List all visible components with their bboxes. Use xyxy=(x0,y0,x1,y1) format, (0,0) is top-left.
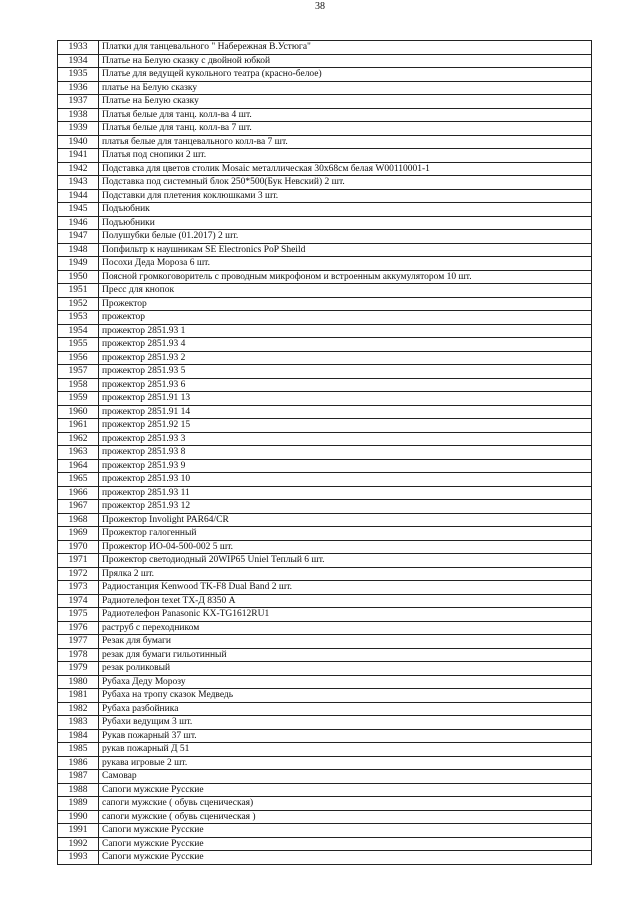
item-name: прожектор 2851.92 15 xyxy=(99,419,592,433)
table-row xyxy=(58,648,592,662)
row-number: 1953 xyxy=(58,311,99,325)
row-number: 1956 xyxy=(58,351,99,365)
row-number: 1967 xyxy=(58,500,99,514)
item-name: прожектор 2851.91 13 xyxy=(99,392,592,406)
row-number: 1990 xyxy=(58,810,99,824)
table-row xyxy=(58,716,592,730)
item-name: Сапоги мужские Русские xyxy=(99,851,592,865)
item-name: Самовар xyxy=(99,770,592,784)
item-name: Прожектор xyxy=(99,297,592,311)
inventory-table-body xyxy=(58,41,592,865)
item-name: Прялка 2 шт. xyxy=(99,567,592,581)
item-name: Платье на Белую сказку с двойной юбкой xyxy=(99,54,592,68)
item-name: прожектор 2851.91 14 xyxy=(99,405,592,419)
table-row xyxy=(58,135,592,149)
table-row xyxy=(58,311,592,325)
item-name: Рукав пожарный 37 шт. xyxy=(99,729,592,743)
item-name: Радиотелефон Panasonic KX-TG1612RU1 xyxy=(99,608,592,622)
table-row xyxy=(58,243,592,257)
row-number: 1962 xyxy=(58,432,99,446)
table-row xyxy=(58,392,592,406)
row-number: 1965 xyxy=(58,473,99,487)
item-name: Прожектор Involight PAR64/CR xyxy=(99,513,592,527)
row-number: 1945 xyxy=(58,203,99,217)
item-name: Платки для танцевального " Набережная В.Устюга" xyxy=(99,41,592,55)
table-row xyxy=(58,459,592,473)
table-row xyxy=(58,756,592,770)
row-number: 1977 xyxy=(58,635,99,649)
item-name: Рубаха Деду Морозу xyxy=(99,675,592,689)
row-number: 1992 xyxy=(58,837,99,851)
item-name: раструб с переходником xyxy=(99,621,592,635)
item-name: прожектор 2851.93 1 xyxy=(99,324,592,338)
row-number: 1963 xyxy=(58,446,99,460)
table-row xyxy=(58,270,592,284)
row-number: 1989 xyxy=(58,797,99,811)
row-number: 1987 xyxy=(58,770,99,784)
row-number: 1934 xyxy=(58,54,99,68)
table-row xyxy=(58,473,592,487)
item-name: Прожектор светодиодный 20WIP65 Uniel Теплый 6 шт. xyxy=(99,554,592,568)
item-name: прожектор 2851.93 4 xyxy=(99,338,592,352)
table-row xyxy=(58,540,592,554)
row-number: 1986 xyxy=(58,756,99,770)
row-number: 1982 xyxy=(58,702,99,716)
table-row xyxy=(58,189,592,203)
row-number: 1980 xyxy=(58,675,99,689)
table-row xyxy=(58,783,592,797)
table-row xyxy=(58,162,592,176)
table-row xyxy=(58,176,592,190)
table-row xyxy=(58,324,592,338)
table-row xyxy=(58,581,592,595)
row-number: 1946 xyxy=(58,216,99,230)
row-number: 1955 xyxy=(58,338,99,352)
row-number: 1961 xyxy=(58,419,99,433)
table-row xyxy=(58,635,592,649)
table-row xyxy=(58,729,592,743)
table-row xyxy=(58,338,592,352)
table-row xyxy=(58,297,592,311)
table-row xyxy=(58,770,592,784)
item-name: рукав пожарный Д 51 xyxy=(99,743,592,757)
item-name: Сапоги мужские Русские xyxy=(99,824,592,838)
item-name: Подставки для плетения коклюшками 3 шт. xyxy=(99,189,592,203)
row-number: 1983 xyxy=(58,716,99,730)
item-name: Сапоги мужские Русские xyxy=(99,783,592,797)
item-name: прожектор 2851.93 11 xyxy=(99,486,592,500)
table-row xyxy=(58,500,592,514)
table-row xyxy=(58,68,592,82)
item-name: Пресс для кнопок xyxy=(99,284,592,298)
table-row xyxy=(58,284,592,298)
table-row xyxy=(58,203,592,217)
table-row xyxy=(58,824,592,838)
item-name: Попфильтр к наушникам SE Electronics PoP Sheild xyxy=(99,243,592,257)
item-name: Прожектор ИО-04-500-002 5 шт. xyxy=(99,540,592,554)
table-row xyxy=(58,95,592,109)
item-name: прожектор 2851.93 2 xyxy=(99,351,592,365)
inventory-table xyxy=(57,40,592,865)
table-row xyxy=(58,608,592,622)
item-name: платье на Белую сказку xyxy=(99,81,592,95)
row-number: 1993 xyxy=(58,851,99,865)
table-row xyxy=(58,702,592,716)
table-row xyxy=(58,851,592,865)
row-number: 1949 xyxy=(58,257,99,271)
item-name: Платье на Белую сказку xyxy=(99,95,592,109)
row-number: 1985 xyxy=(58,743,99,757)
table-row xyxy=(58,351,592,365)
item-name: сапоги мужские ( обувь сценическая) xyxy=(99,797,592,811)
item-name: Поясной громкоговоритель с проводным микрофоном и встроенным аккумулятором 10 шт. xyxy=(99,270,592,284)
item-name: Платья белые для танц. колл-ва 4 шт. xyxy=(99,108,592,122)
item-name: сапоги мужские ( обувь сценическая ) xyxy=(99,810,592,824)
row-number: 1944 xyxy=(58,189,99,203)
row-number: 1972 xyxy=(58,567,99,581)
row-number: 1974 xyxy=(58,594,99,608)
table-row xyxy=(58,810,592,824)
row-number: 1941 xyxy=(58,149,99,163)
item-name: Сапоги мужские Русские xyxy=(99,837,592,851)
item-name: Подъюбник xyxy=(99,203,592,217)
item-name: Рубахи ведущим 3 шт. xyxy=(99,716,592,730)
row-number: 1942 xyxy=(58,162,99,176)
item-name: Посохи Деда Мороза 6 шт. xyxy=(99,257,592,271)
item-name: прожектор 2851.93 5 xyxy=(99,365,592,379)
row-number: 1959 xyxy=(58,392,99,406)
table-row xyxy=(58,513,592,527)
row-number: 1970 xyxy=(58,540,99,554)
item-name: прожектор 2851.93 10 xyxy=(99,473,592,487)
row-number: 1957 xyxy=(58,365,99,379)
table-row xyxy=(58,230,592,244)
row-number: 1933 xyxy=(58,41,99,55)
table-row xyxy=(58,567,592,581)
table-row xyxy=(58,527,592,541)
table-row xyxy=(58,405,592,419)
row-number: 1981 xyxy=(58,689,99,703)
item-name: Подставка для цветов столик Mosaic металлическая 30x68см белая W00110001-1 xyxy=(99,162,592,176)
item-name: Полушубки белые (01.2017) 2 шт. xyxy=(99,230,592,244)
row-number: 1975 xyxy=(58,608,99,622)
table-row xyxy=(58,149,592,163)
row-number: 1951 xyxy=(58,284,99,298)
item-name: Радиостанция Kenwood TK-F8 Dual Band 2 шт. xyxy=(99,581,592,595)
row-number: 1937 xyxy=(58,95,99,109)
table-row xyxy=(58,743,592,757)
page-number: 38 xyxy=(315,1,325,12)
table-row xyxy=(58,81,592,95)
item-name: Платья белые для танц. колл-ва 7 шт. xyxy=(99,122,592,136)
item-name: прожектор xyxy=(99,311,592,325)
item-name: прожектор 2851.93 12 xyxy=(99,500,592,514)
row-number: 1938 xyxy=(58,108,99,122)
item-name: прожектор 2851.93 3 xyxy=(99,432,592,446)
table-row xyxy=(58,486,592,500)
table-row xyxy=(58,797,592,811)
row-number: 1991 xyxy=(58,824,99,838)
row-number: 1984 xyxy=(58,729,99,743)
item-name: Платья под снопики 2 шт. xyxy=(99,149,592,163)
row-number: 1976 xyxy=(58,621,99,635)
table-row xyxy=(58,446,592,460)
row-number: 1950 xyxy=(58,270,99,284)
table-row xyxy=(58,122,592,136)
row-number: 1968 xyxy=(58,513,99,527)
item-name: Подставка под системный блок 250*500(Бук Невский) 2 шт. xyxy=(99,176,592,190)
table-row xyxy=(58,689,592,703)
item-name: резак роликовый xyxy=(99,662,592,676)
table-row xyxy=(58,257,592,271)
table-row xyxy=(58,54,592,68)
item-name: Резак для бумаги xyxy=(99,635,592,649)
row-number: 1964 xyxy=(58,459,99,473)
row-number: 1940 xyxy=(58,135,99,149)
table-row xyxy=(58,837,592,851)
row-number: 1979 xyxy=(58,662,99,676)
table-row xyxy=(58,216,592,230)
item-name: прожектор 2851.93 6 xyxy=(99,378,592,392)
row-number: 1952 xyxy=(58,297,99,311)
item-name: рукава игровые 2 шт. xyxy=(99,756,592,770)
item-name: Радиотелефон texet TX-Д 8350 A xyxy=(99,594,592,608)
row-number: 1954 xyxy=(58,324,99,338)
row-number: 1939 xyxy=(58,122,99,136)
table-row xyxy=(58,365,592,379)
row-number: 1936 xyxy=(58,81,99,95)
table-row xyxy=(58,594,592,608)
table-row xyxy=(58,108,592,122)
row-number: 1935 xyxy=(58,68,99,82)
table-row xyxy=(58,675,592,689)
row-number: 1973 xyxy=(58,581,99,595)
row-number: 1958 xyxy=(58,378,99,392)
row-number: 1969 xyxy=(58,527,99,541)
row-number: 1948 xyxy=(58,243,99,257)
row-number: 1971 xyxy=(58,554,99,568)
item-name: платья белые для танцевального колл-ва 7 шт. xyxy=(99,135,592,149)
row-number: 1966 xyxy=(58,486,99,500)
table-row xyxy=(58,621,592,635)
item-name: Платье для ведущей кукольного театра (красно-белое) xyxy=(99,68,592,82)
item-name: Прожектор галогенный xyxy=(99,527,592,541)
table-row xyxy=(58,378,592,392)
table-row xyxy=(58,41,592,55)
row-number: 1978 xyxy=(58,648,99,662)
item-name: Рубаха на тропу сказок Медведь xyxy=(99,689,592,703)
row-number: 1943 xyxy=(58,176,99,190)
item-name: Подъюбники xyxy=(99,216,592,230)
table-row xyxy=(58,662,592,676)
row-number: 1960 xyxy=(58,405,99,419)
table-row xyxy=(58,419,592,433)
row-number: 1988 xyxy=(58,783,99,797)
item-name: Рубаха разбойника xyxy=(99,702,592,716)
item-name: прожектор 2851.93 9 xyxy=(99,459,592,473)
item-name: прожектор 2851.93 8 xyxy=(99,446,592,460)
row-number: 1947 xyxy=(58,230,99,244)
table-row xyxy=(58,554,592,568)
table-row xyxy=(58,432,592,446)
item-name: резак для бумаги гильотинный xyxy=(99,648,592,662)
